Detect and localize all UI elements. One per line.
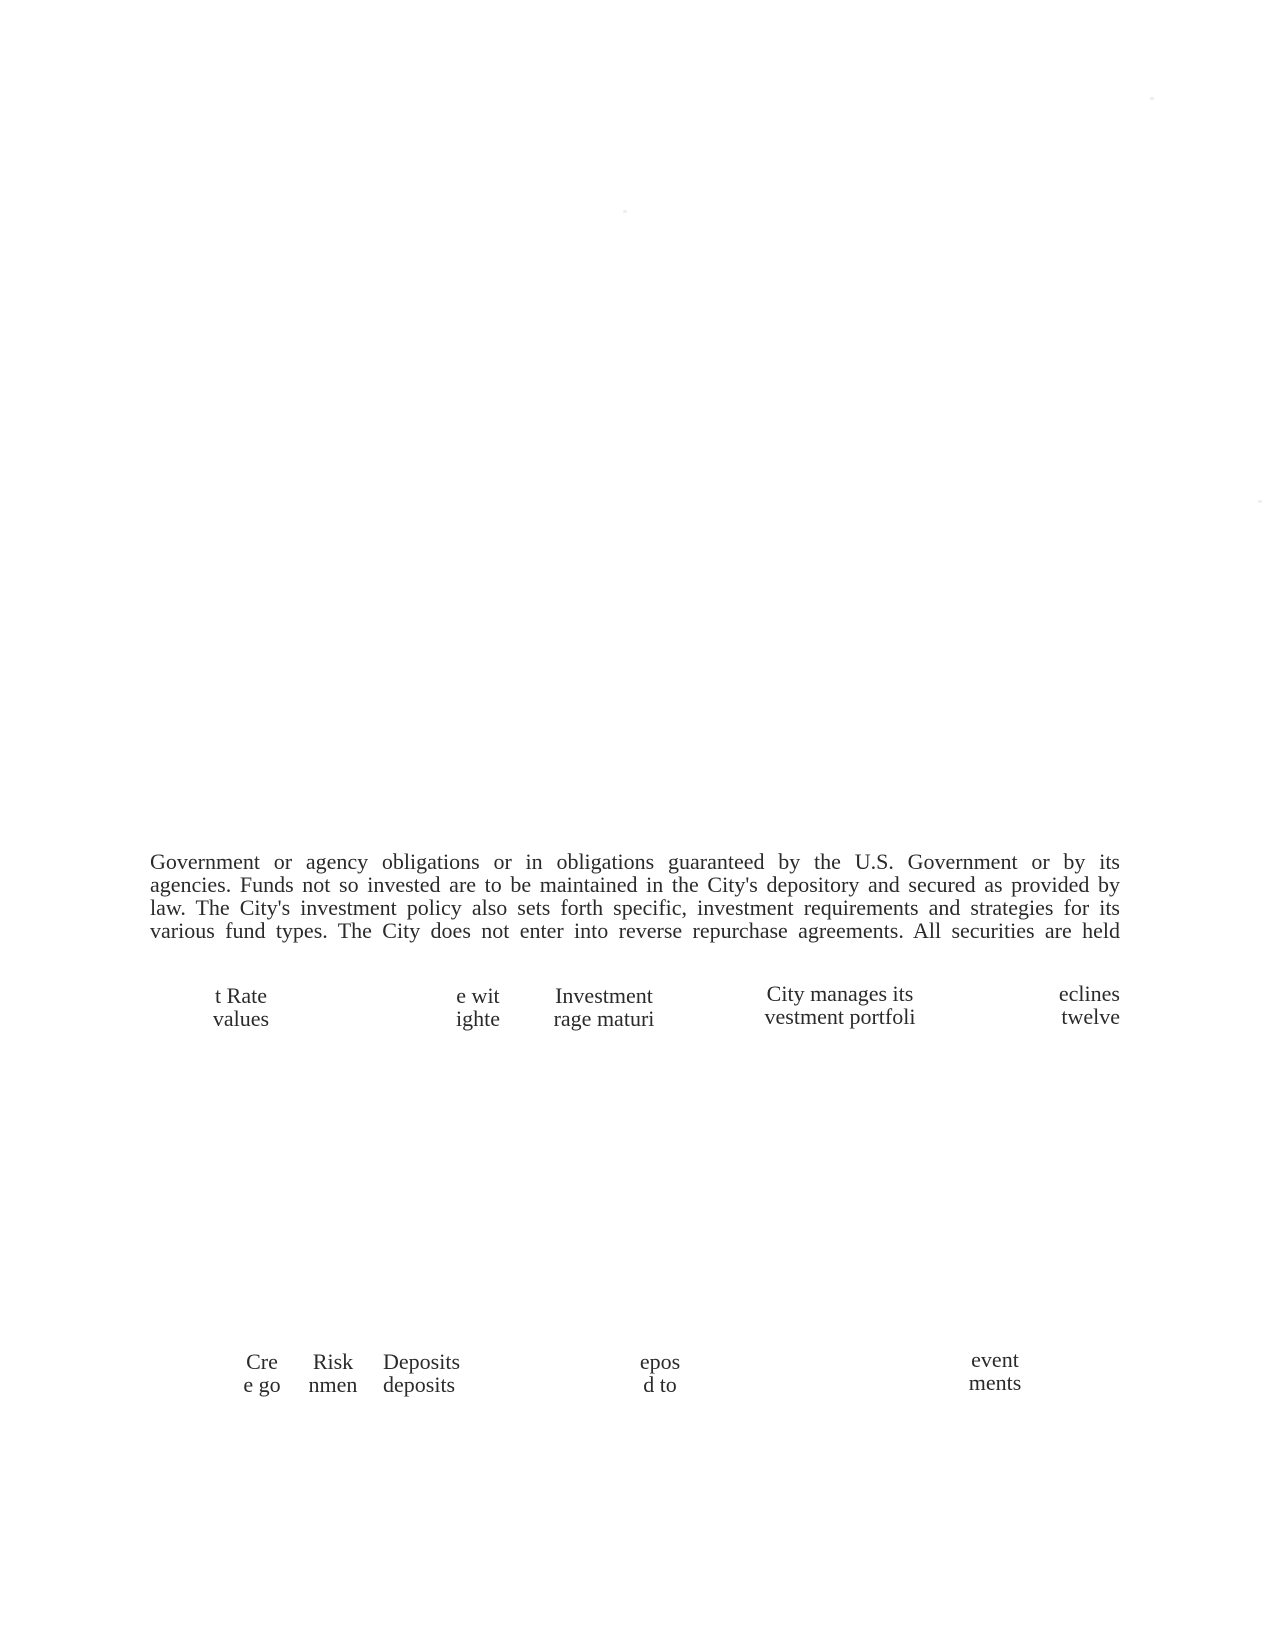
paragraph-line: various fund types. The City does not enter into reverse repurchase agreements. All securities are held — [150, 918, 1120, 943]
fragment-top-text: City manages its — [766, 981, 914, 1006]
credit-risk-fragment — [300, 1350, 366, 1396]
credit-risk-fragment — [232, 1350, 292, 1396]
interest-rate-fragment — [196, 984, 286, 1030]
fragment-top-text: Cre — [246, 1349, 278, 1374]
credit-risk-fragment — [625, 1350, 695, 1396]
credit-risk-fragment — [955, 1348, 1035, 1394]
credit-risk-fragment — [383, 1350, 483, 1396]
fragment-bottom-text: ighte — [456, 1006, 500, 1031]
scan-speck — [623, 210, 627, 213]
fragment-bottom-text: rage maturi — [553, 1006, 655, 1031]
interest-rate-fragment — [535, 984, 673, 1030]
paragraph-line: law. The City's investment policy also sets forth specific, investment requirements and strategies for its — [150, 895, 1120, 920]
fragment-top-text: event — [971, 1347, 1019, 1372]
fragment-top-text: t Rate — [215, 983, 267, 1008]
fragment-top-text: epos — [639, 1349, 681, 1374]
fragment-top-text: Deposits — [383, 1349, 460, 1374]
fragment-bottom-text: e go — [243, 1372, 281, 1397]
fragment-bottom-text: nmen — [308, 1372, 358, 1397]
interest-rate-fragment — [750, 982, 930, 1028]
interest-rate-fragment — [438, 984, 518, 1030]
fragment-bottom-text: d to — [643, 1372, 677, 1397]
fragment-top-text: Investment — [555, 983, 653, 1008]
scan-speck — [1150, 97, 1154, 100]
fragment-bottom-text: vestment portfoli — [764, 1004, 916, 1029]
paragraph-line: Government or agency obligations or in obligations guaranteed by the U.S. Government or by its — [150, 849, 1120, 874]
fragment-top-text: eclines — [1058, 981, 1120, 1006]
fragment-bottom-text: values — [212, 1006, 270, 1031]
fragment-bottom-text: ments — [968, 1370, 1022, 1395]
fragment-top-text: e wit — [456, 983, 500, 1008]
investment-policy-paragraph — [150, 850, 1120, 942]
fragment-bottom-text: twelve — [1061, 1004, 1120, 1029]
paragraph-line: agencies. Funds not so invested are to be maintained in the City's depository and secured as provided by — [150, 872, 1120, 897]
fragment-bottom-text: deposits — [383, 1372, 456, 1397]
scan-speck — [1258, 500, 1262, 503]
interest-rate-fragment — [1010, 982, 1120, 1028]
fragment-top-text: Risk — [312, 1349, 354, 1374]
